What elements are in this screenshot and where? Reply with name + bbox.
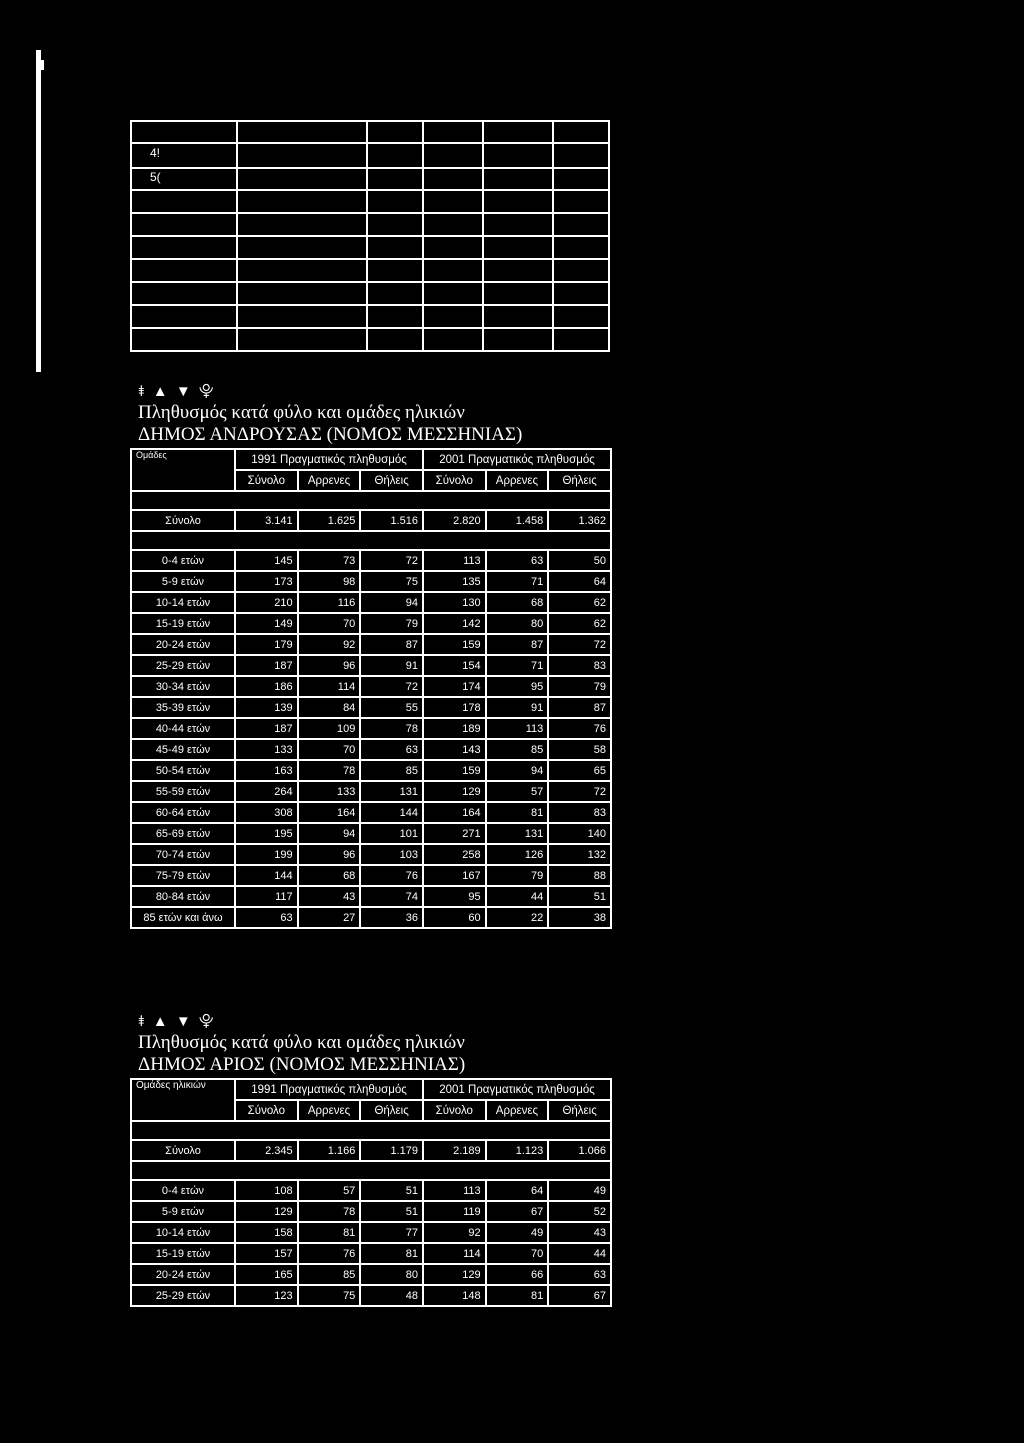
value-cell: 67 bbox=[548, 1285, 611, 1306]
value-cell: 113 bbox=[486, 718, 549, 739]
census-1991-header: 1991 Πραγματικός πληθυσμός bbox=[235, 449, 423, 470]
value-cell: 119 bbox=[423, 1201, 486, 1222]
age-group-label: 85 ετών και άνω bbox=[131, 907, 235, 928]
value-cell: 101 bbox=[360, 823, 423, 844]
value-cell: 158 bbox=[235, 1222, 298, 1243]
table-row bbox=[131, 781, 611, 802]
value-cell: 62 bbox=[548, 592, 611, 613]
value-cell: 173 bbox=[235, 571, 298, 592]
age-group-label: 5-9 ετών bbox=[131, 1201, 235, 1222]
value-cell: 87 bbox=[360, 634, 423, 655]
value-cell: 131 bbox=[360, 781, 423, 802]
value-cell: 44 bbox=[548, 1243, 611, 1264]
value-cell: 129 bbox=[423, 1264, 486, 1285]
table-row bbox=[131, 886, 611, 907]
value-cell: 264 bbox=[235, 781, 298, 802]
value-cell: 77 bbox=[360, 1222, 423, 1243]
value-cell: 72 bbox=[360, 676, 423, 697]
value-cell: 22 bbox=[486, 907, 549, 928]
table-row bbox=[131, 844, 611, 865]
value-cell: 1.123 bbox=[486, 1140, 549, 1161]
value-cell: 149 bbox=[235, 613, 298, 634]
down-icon[interactable]: ▼ bbox=[175, 1013, 193, 1030]
value-cell: 76 bbox=[548, 718, 611, 739]
age-group-label: 0-4 ετών bbox=[131, 1180, 235, 1201]
value-cell: 68 bbox=[486, 592, 549, 613]
value-cell: 49 bbox=[548, 1180, 611, 1201]
section-title: Πληθυσμός κατά φύλο και ομάδες ηλικιών bbox=[138, 402, 465, 423]
age-group-label: 75-79 ετών bbox=[131, 865, 235, 886]
value-cell: 62 bbox=[548, 613, 611, 634]
value-cell: 195 bbox=[235, 823, 298, 844]
value-cell: 94 bbox=[360, 592, 423, 613]
value-cell: 72 bbox=[548, 781, 611, 802]
value-cell: 271 bbox=[423, 823, 486, 844]
total-row bbox=[131, 510, 611, 531]
nav-arrows bbox=[138, 1012, 610, 1032]
value-cell: 98 bbox=[298, 571, 361, 592]
value-cell: 142 bbox=[423, 613, 486, 634]
table-row bbox=[131, 592, 611, 613]
value-cell: 95 bbox=[486, 676, 549, 697]
value-cell: 81 bbox=[486, 1285, 549, 1306]
value-cell: 72 bbox=[548, 634, 611, 655]
page-edge-tick bbox=[41, 60, 44, 70]
value-cell: 2.189 bbox=[423, 1140, 486, 1161]
value-cell: 179 bbox=[235, 634, 298, 655]
value-cell: 1.166 bbox=[298, 1140, 361, 1161]
value-cell: 88 bbox=[548, 865, 611, 886]
corner-header: Ομάδες bbox=[131, 449, 235, 491]
value-cell: 135 bbox=[423, 571, 486, 592]
value-cell: 108 bbox=[235, 1180, 298, 1201]
subhead: Αρρενες bbox=[486, 1100, 549, 1121]
value-cell: 51 bbox=[548, 886, 611, 907]
total-row bbox=[131, 1140, 611, 1161]
value-cell: 80 bbox=[486, 613, 549, 634]
value-cell: 132 bbox=[548, 844, 611, 865]
value-cell: 148 bbox=[423, 1285, 486, 1306]
table-row bbox=[131, 1243, 611, 1264]
value-cell: 27 bbox=[298, 907, 361, 928]
value-cell: 85 bbox=[298, 1264, 361, 1285]
table-row bbox=[131, 634, 611, 655]
age-group-label: 35-39 ετών bbox=[131, 697, 235, 718]
value-cell: 144 bbox=[360, 802, 423, 823]
value-cell: 116 bbox=[298, 592, 361, 613]
value-cell: 70 bbox=[298, 613, 361, 634]
value-cell: 129 bbox=[235, 1201, 298, 1222]
age-group-label: 25-29 ετών bbox=[131, 655, 235, 676]
value-cell: 1.179 bbox=[360, 1140, 423, 1161]
value-cell: 91 bbox=[360, 655, 423, 676]
value-cell: 79 bbox=[360, 613, 423, 634]
value-cell: 71 bbox=[486, 655, 549, 676]
value-cell: 143 bbox=[423, 739, 486, 760]
value-cell: 186 bbox=[235, 676, 298, 697]
value-cell: 75 bbox=[360, 571, 423, 592]
page-edge-bar bbox=[36, 50, 41, 372]
value-cell: 163 bbox=[235, 760, 298, 781]
value-cell: 210 bbox=[235, 592, 298, 613]
table-row bbox=[131, 865, 611, 886]
corner-header: Ομάδες ηλικιών bbox=[131, 1079, 235, 1121]
value-cell: 165 bbox=[235, 1264, 298, 1285]
value-cell: 174 bbox=[423, 676, 486, 697]
value-cell: 94 bbox=[486, 760, 549, 781]
value-cell: 1.516 bbox=[360, 510, 423, 531]
table-row bbox=[131, 1222, 611, 1243]
value-cell: 84 bbox=[298, 697, 361, 718]
subhead: Σύνολο bbox=[423, 470, 486, 491]
value-cell: 81 bbox=[360, 1243, 423, 1264]
value-cell: 85 bbox=[360, 760, 423, 781]
age-group-label: 20-24 ετών bbox=[131, 634, 235, 655]
table-row bbox=[131, 697, 611, 718]
value-cell: 72 bbox=[360, 550, 423, 571]
value-cell: 1.362 bbox=[548, 510, 611, 531]
subhead: Σύνολο bbox=[423, 1100, 486, 1121]
value-cell: 85 bbox=[486, 739, 549, 760]
age-group-label: 20-24 ετών bbox=[131, 1264, 235, 1285]
subhead: Σύνολο bbox=[235, 470, 298, 491]
first-icon[interactable]: ⯒ bbox=[138, 383, 147, 400]
age-group-label: 15-19 ετών bbox=[131, 613, 235, 634]
value-cell: 95 bbox=[423, 886, 486, 907]
value-cell: 78 bbox=[360, 718, 423, 739]
table-row bbox=[131, 718, 611, 739]
value-cell: 114 bbox=[423, 1243, 486, 1264]
value-cell: 258 bbox=[423, 844, 486, 865]
nav-arrows bbox=[138, 382, 610, 402]
value-cell: 49 bbox=[486, 1222, 549, 1243]
subhead: Αρρενες bbox=[298, 1100, 361, 1121]
value-cell: 63 bbox=[360, 739, 423, 760]
value-cell: 154 bbox=[423, 655, 486, 676]
value-cell: 94 bbox=[298, 823, 361, 844]
up-icon[interactable]: ▲ bbox=[152, 383, 170, 400]
value-cell: 51 bbox=[360, 1180, 423, 1201]
value-cell: 187 bbox=[235, 718, 298, 739]
value-cell: 71 bbox=[486, 571, 549, 592]
value-cell: 199 bbox=[235, 844, 298, 865]
value-cell: 131 bbox=[486, 823, 549, 844]
value-cell: 96 bbox=[298, 844, 361, 865]
value-cell: 63 bbox=[486, 550, 549, 571]
value-cell: 36 bbox=[360, 907, 423, 928]
age-group-label: 10-14 ετών bbox=[131, 592, 235, 613]
value-cell: 81 bbox=[486, 802, 549, 823]
value-cell: 1.458 bbox=[486, 510, 549, 531]
value-cell: 2.820 bbox=[423, 510, 486, 531]
value-cell: 117 bbox=[235, 886, 298, 907]
value-cell: 76 bbox=[360, 865, 423, 886]
value-cell: 133 bbox=[235, 739, 298, 760]
value-cell: 159 bbox=[423, 634, 486, 655]
table-row bbox=[131, 1180, 611, 1201]
value-cell: 83 bbox=[548, 802, 611, 823]
value-cell: 57 bbox=[298, 1180, 361, 1201]
age-group-label: 80-84 ετών bbox=[131, 886, 235, 907]
section-title: Πληθυσμός κατά φύλο και ομάδες ηλικιών bbox=[138, 1032, 465, 1053]
age-group-label: 10-14 ετών bbox=[131, 1222, 235, 1243]
table-row bbox=[131, 550, 611, 571]
value-cell: 87 bbox=[486, 634, 549, 655]
value-cell: 73 bbox=[298, 550, 361, 571]
subhead: Θήλεις bbox=[548, 1100, 611, 1121]
value-cell: 58 bbox=[548, 739, 611, 760]
table-row bbox=[131, 1285, 611, 1306]
value-cell: 103 bbox=[360, 844, 423, 865]
value-cell: 70 bbox=[486, 1243, 549, 1264]
table-row bbox=[131, 613, 611, 634]
value-cell: 74 bbox=[360, 886, 423, 907]
subhead: Θήλεις bbox=[360, 1100, 423, 1121]
table-row bbox=[131, 823, 611, 844]
age-group-label: 25-29 ετών bbox=[131, 1285, 235, 1306]
value-cell: 51 bbox=[360, 1201, 423, 1222]
down-icon[interactable]: ▼ bbox=[175, 383, 193, 400]
value-cell: 66 bbox=[486, 1264, 549, 1285]
age-group-label: 45-49 ετών bbox=[131, 739, 235, 760]
value-cell: 67 bbox=[486, 1201, 549, 1222]
census-2001-header: 2001 Πραγματικός πληθυσμός bbox=[423, 1079, 611, 1100]
age-group-label: 65-69 ετών bbox=[131, 823, 235, 844]
age-group-label: 70-74 ετών bbox=[131, 844, 235, 865]
value-cell: 63 bbox=[235, 907, 298, 928]
age-group-label: 15-19 ετών bbox=[131, 1243, 235, 1264]
value-cell: 79 bbox=[486, 865, 549, 886]
value-cell: 57 bbox=[486, 781, 549, 802]
subhead: Θήλεις bbox=[548, 470, 611, 491]
value-cell: 60 bbox=[423, 907, 486, 928]
value-cell: 55 bbox=[360, 697, 423, 718]
last-icon[interactable]: ⯓ bbox=[198, 1013, 216, 1030]
up-icon[interactable]: ▲ bbox=[152, 1013, 170, 1030]
value-cell: 129 bbox=[423, 781, 486, 802]
value-cell: 1.625 bbox=[298, 510, 361, 531]
value-cell: 50 bbox=[548, 550, 611, 571]
value-cell: 81 bbox=[298, 1222, 361, 1243]
row-fragment: 4! bbox=[150, 146, 161, 160]
table-row bbox=[131, 907, 611, 928]
first-icon[interactable]: ⯒ bbox=[138, 1013, 147, 1030]
value-cell: 113 bbox=[423, 550, 486, 571]
age-group-label: 55-59 ετών bbox=[131, 781, 235, 802]
value-cell: 63 bbox=[548, 1264, 611, 1285]
population-table bbox=[130, 1078, 612, 1307]
section-subtitle: ΔΗΜΟΣ ΑΡΙΟΣ (ΝΟΜΟΣ ΜΕΣΣΗΝΙΑΣ) bbox=[138, 1054, 466, 1075]
value-cell: 157 bbox=[235, 1243, 298, 1264]
census-2001-header: 2001 Πραγματικός πληθυσμός bbox=[423, 449, 611, 470]
value-cell: 78 bbox=[298, 1201, 361, 1222]
value-cell: 80 bbox=[360, 1264, 423, 1285]
value-cell: 87 bbox=[548, 697, 611, 718]
value-cell: 38 bbox=[548, 907, 611, 928]
age-group-label: 40-44 ετών bbox=[131, 718, 235, 739]
table-row bbox=[131, 655, 611, 676]
subhead: Αρρενες bbox=[298, 470, 361, 491]
value-cell: 159 bbox=[423, 760, 486, 781]
subhead: Σύνολο bbox=[235, 1100, 298, 1121]
section-subtitle: ΔΗΜΟΣ ΑΝΔΡΟΥΣΑΣ (ΝΟΜΟΣ ΜΕΣΣΗΝΙΑΣ) bbox=[138, 424, 523, 445]
value-cell: 70 bbox=[298, 739, 361, 760]
age-group-label: 50-54 ετών bbox=[131, 760, 235, 781]
value-cell: 52 bbox=[548, 1201, 611, 1222]
value-cell: 178 bbox=[423, 697, 486, 718]
value-cell: 96 bbox=[298, 655, 361, 676]
table-row bbox=[131, 676, 611, 697]
cropped-table-grid bbox=[130, 120, 610, 352]
last-icon[interactable]: ⯓ bbox=[198, 383, 216, 400]
value-cell: 123 bbox=[235, 1285, 298, 1306]
value-cell: 64 bbox=[486, 1180, 549, 1201]
table-row bbox=[131, 760, 611, 781]
value-cell: 92 bbox=[298, 634, 361, 655]
subhead: Αρρενες bbox=[486, 470, 549, 491]
value-cell: 126 bbox=[486, 844, 549, 865]
value-cell: 308 bbox=[235, 802, 298, 823]
subhead: Θήλεις bbox=[360, 470, 423, 491]
value-cell: 144 bbox=[235, 865, 298, 886]
value-cell: 75 bbox=[298, 1285, 361, 1306]
population-table bbox=[130, 448, 612, 929]
value-cell: 167 bbox=[423, 865, 486, 886]
table-row bbox=[131, 571, 611, 592]
value-cell: 133 bbox=[298, 781, 361, 802]
value-cell: 68 bbox=[298, 865, 361, 886]
census-1991-header: 1991 Πραγματικός πληθυσμός bbox=[235, 1079, 423, 1100]
value-cell: 79 bbox=[548, 676, 611, 697]
value-cell: 91 bbox=[486, 697, 549, 718]
table-row bbox=[131, 1264, 611, 1285]
value-cell: 164 bbox=[423, 802, 486, 823]
age-group-label: Σύνολο bbox=[131, 1140, 235, 1161]
table-row bbox=[131, 739, 611, 760]
age-group-label: 0-4 ετών bbox=[131, 550, 235, 571]
age-group-label: 60-64 ετών bbox=[131, 802, 235, 823]
value-cell: 78 bbox=[298, 760, 361, 781]
value-cell: 65 bbox=[548, 760, 611, 781]
value-cell: 92 bbox=[423, 1222, 486, 1243]
value-cell: 164 bbox=[298, 802, 361, 823]
table-row bbox=[131, 802, 611, 823]
table-row bbox=[131, 1201, 611, 1222]
value-cell: 139 bbox=[235, 697, 298, 718]
value-cell: 140 bbox=[548, 823, 611, 844]
value-cell: 48 bbox=[360, 1285, 423, 1306]
value-cell: 44 bbox=[486, 886, 549, 907]
age-group-label: Σύνολο bbox=[131, 510, 235, 531]
value-cell: 189 bbox=[423, 718, 486, 739]
value-cell: 2.345 bbox=[235, 1140, 298, 1161]
value-cell: 109 bbox=[298, 718, 361, 739]
value-cell: 1.066 bbox=[548, 1140, 611, 1161]
value-cell: 64 bbox=[548, 571, 611, 592]
value-cell: 114 bbox=[298, 676, 361, 697]
row-fragment: 5( bbox=[150, 170, 161, 184]
value-cell: 76 bbox=[298, 1243, 361, 1264]
section-arios bbox=[130, 1012, 610, 1307]
value-cell: 43 bbox=[298, 886, 361, 907]
value-cell: 43 bbox=[548, 1222, 611, 1243]
value-cell: 83 bbox=[548, 655, 611, 676]
age-group-label: 5-9 ετών bbox=[131, 571, 235, 592]
section-androusa bbox=[130, 382, 610, 929]
value-cell: 113 bbox=[423, 1180, 486, 1201]
age-group-label: 30-34 ετών bbox=[131, 676, 235, 697]
value-cell: 145 bbox=[235, 550, 298, 571]
value-cell: 130 bbox=[423, 592, 486, 613]
value-cell: 187 bbox=[235, 655, 298, 676]
value-cell: 3.141 bbox=[235, 510, 298, 531]
